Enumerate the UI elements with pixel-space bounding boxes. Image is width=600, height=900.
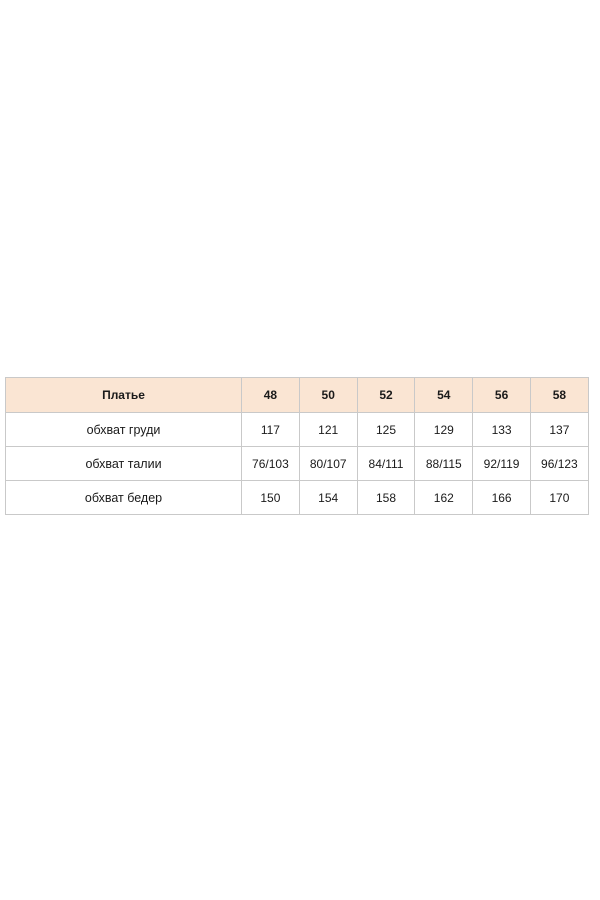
cell-value: 117 <box>242 413 300 447</box>
table-row <box>6 481 589 515</box>
table-row <box>6 413 589 447</box>
column-header-size: 48 <box>242 378 300 413</box>
table-row <box>6 447 589 481</box>
column-header-size: 58 <box>530 378 588 413</box>
row-label-chest: обхват груди <box>6 413 242 447</box>
cell-value: 137 <box>530 413 588 447</box>
cell-value: 166 <box>473 481 531 515</box>
cell-value: 92/119 <box>473 447 531 481</box>
cell-value: 150 <box>242 481 300 515</box>
cell-value: 125 <box>357 413 415 447</box>
cell-value: 158 <box>357 481 415 515</box>
table-title-cell: Платье <box>6 378 242 413</box>
table-header-row <box>6 378 589 413</box>
cell-value: 133 <box>473 413 531 447</box>
cell-value: 88/115 <box>415 447 473 481</box>
column-header-size: 52 <box>357 378 415 413</box>
cell-value: 170 <box>530 481 588 515</box>
column-header-size: 56 <box>473 378 531 413</box>
cell-value: 121 <box>299 413 357 447</box>
column-header-size: 54 <box>415 378 473 413</box>
column-header-size: 50 <box>299 378 357 413</box>
size-chart-table <box>5 377 589 515</box>
row-label-waist: обхват талии <box>6 447 242 481</box>
cell-value: 162 <box>415 481 473 515</box>
cell-value: 80/107 <box>299 447 357 481</box>
cell-value: 129 <box>415 413 473 447</box>
row-label-hips: обхват бедер <box>6 481 242 515</box>
cell-value: 154 <box>299 481 357 515</box>
size-chart-container <box>5 377 588 515</box>
cell-value: 96/123 <box>530 447 588 481</box>
cell-value: 76/103 <box>242 447 300 481</box>
cell-value: 84/111 <box>357 447 415 481</box>
